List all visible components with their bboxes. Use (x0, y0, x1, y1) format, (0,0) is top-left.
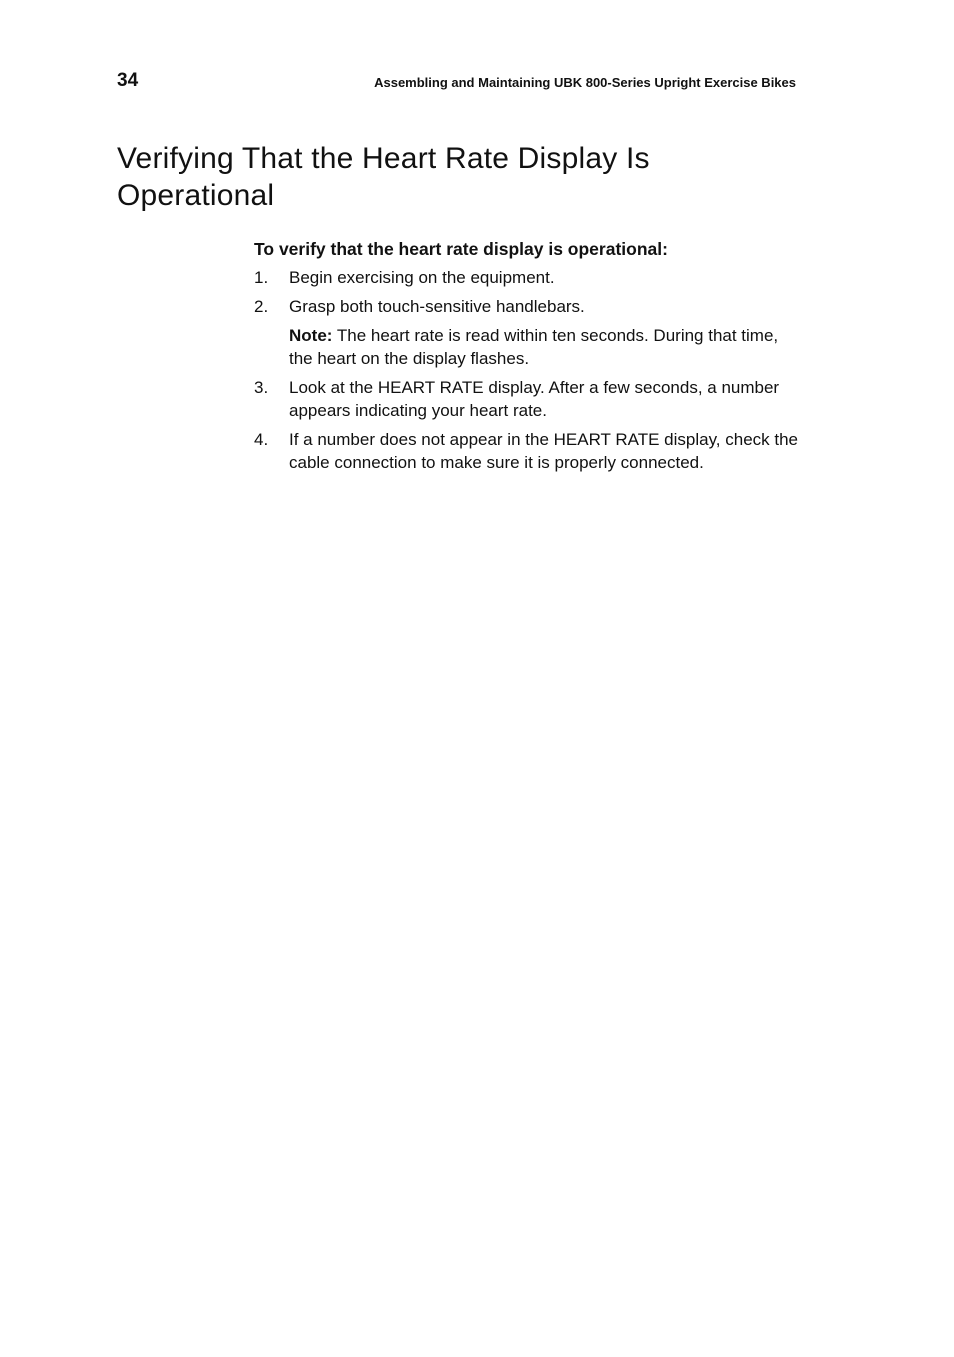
step-1 (254, 266, 799, 289)
step-2 (254, 295, 799, 370)
running-header: Assembling and Maintaining UBK 800-Series Upright Exercise Bikes (374, 75, 796, 90)
note-text: The heart rate is read within ten seconds. During that time, the heart on the display flashes. (289, 326, 779, 368)
step-number: 1. (254, 268, 269, 287)
procedure (254, 237, 799, 480)
procedure-heading: To verify that the heart rate display is operational: (254, 239, 668, 259)
step-3 (254, 376, 799, 422)
step-4 (254, 428, 799, 474)
page-number: 34 (117, 70, 139, 91)
step-text: Look at the HEART RATE display. After a few seconds, a number appears indicating your heart rate. (289, 378, 780, 420)
step-text: Begin exercising on the equipment. (289, 268, 555, 287)
section-title: Verifying That the Heart Rate Display Is Operational (117, 142, 650, 212)
note (289, 324, 799, 370)
step-text: If a number does not appear in the HEART RATE display, check the cable connection to make sure it is properly connected. (289, 430, 799, 472)
step-number: 4. (254, 430, 269, 449)
step-number: 3. (254, 378, 269, 397)
note-label: Note: (289, 326, 333, 345)
step-number: 2. (254, 297, 269, 316)
step-text: Grasp both touch-sensitive handlebars. (289, 297, 585, 316)
steps-list (254, 266, 799, 474)
